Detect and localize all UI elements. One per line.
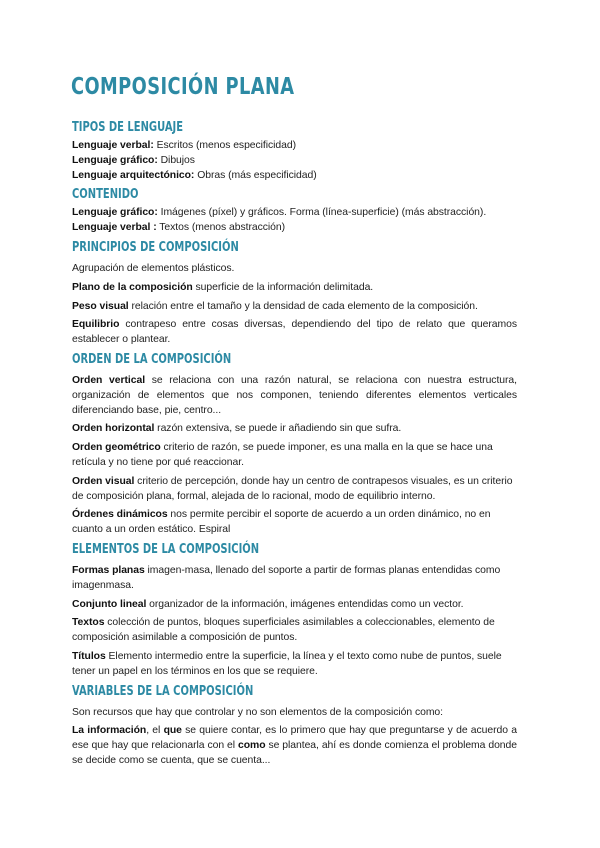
heading-principios-de-composicion: PRINCIPIOS DE COMPOSICIÓN: [72, 238, 239, 255]
principios-intro: Agrupación de elementos plásticos.: [72, 262, 235, 274]
orden-item: Orden horizontal razón extensiva, se puede ir añadiendo sin que sufra.: [72, 423, 402, 435]
elementos-item: Formas planas imagen-masa, llenado del soporte a partir de formas planas entendidas como imagenmasa.: [72, 564, 501, 591]
contenido-item: Lenguaje gráfico: Imágenes (píxel) y gráficos. Forma (línea-superficie) (más abstracción).: [72, 207, 487, 219]
page-title: COMPOSICIÓN PLANA: [71, 74, 295, 100]
heading-elementos-de-la-composicion: ELEMENTOS DE LA COMPOSICIÓN: [72, 540, 260, 557]
tipos-item: Lenguaje verbal: Escritos (menos especificidad): [72, 140, 297, 151]
elementos-item: Textos colección de puntos, bloques superficiales asimilables a coleccionables, elemento de composición asimilable a composición de puntos.: [72, 617, 495, 644]
document-body: [72, 118, 517, 769]
heading-orden-de-la-composicion: ORDEN DE LA COMPOSICIÓN: [72, 350, 232, 367]
heading-variables-de-la-composicion: VARIABLES DE LA COMPOSICIÓN: [72, 682, 254, 699]
contenido-item: Lenguaje verbal : Textos (menos abstracción): [72, 222, 286, 234]
principios-item: Plano de la composición superficie de la información delimitada.: [72, 281, 374, 293]
heading-contenido: CONTENIDO: [72, 186, 139, 203]
orden-item: Orden visual criterio de percepción, donde hay un centro de contrapesos visuales, es un criterio de composición plana, formal, alejada de lo racional, modo de equilibrio interno.: [72, 475, 513, 502]
tipos-item: Lenguaje gráfico: Dibujos: [72, 154, 195, 166]
heading-tipos-de-lenguaje: TIPOS DE LENGUAJE: [72, 119, 184, 135]
orden-item: Orden geométrico criterio de razón, se puede imponer, es una malla en la que se hace una retícula y no tiene por qué reaccionar.: [72, 442, 493, 468]
tipos-item: Lenguaje arquitectónico: Obras (más especificidad): [72, 169, 317, 181]
orden-item: Orden vertical se relaciona con una razón natural, se relaciona con nuestra estructura, organización de elementos que nos componen, teniendo diferentes elementos verticales diferenciando base, pie, centro...: [72, 374, 517, 416]
variables-paragraph: La información, el que se quiere contar, es lo primero que hay que preguntarse y de acuerdo a ese que hay que relacionarla con el como se plantea, ahí es donde comienza el problema donde se decide como se cuenta, que se cuenta...: [72, 725, 517, 766]
elementos-item: Títulos Elemento intermedio entre la superficie, la línea y el texto como nube de puntos, suele tener un papel en los términos en los que se requiere.: [72, 650, 502, 677]
elementos-item: Conjunto lineal organizador de la información, imágenes entendidas como un vector.: [72, 598, 464, 610]
orden-item: Órdenes dinámicos nos permite percibir el soporte de acuerdo a un orden dinámico, no en cuanto a un orden estático. Espiral: [72, 509, 491, 536]
principios-item: Equilibrio contrapeso entre cosas diversas, dependiendo del tipo de relato que queramos establecer o plantear.: [72, 319, 517, 346]
variables-intro: Son recursos que hay que controlar y no son elementos de la composición como:: [72, 706, 444, 718]
principios-item: Peso visual relación entre el tamaño y la densidad de cada elemento de la composición.: [72, 300, 478, 312]
